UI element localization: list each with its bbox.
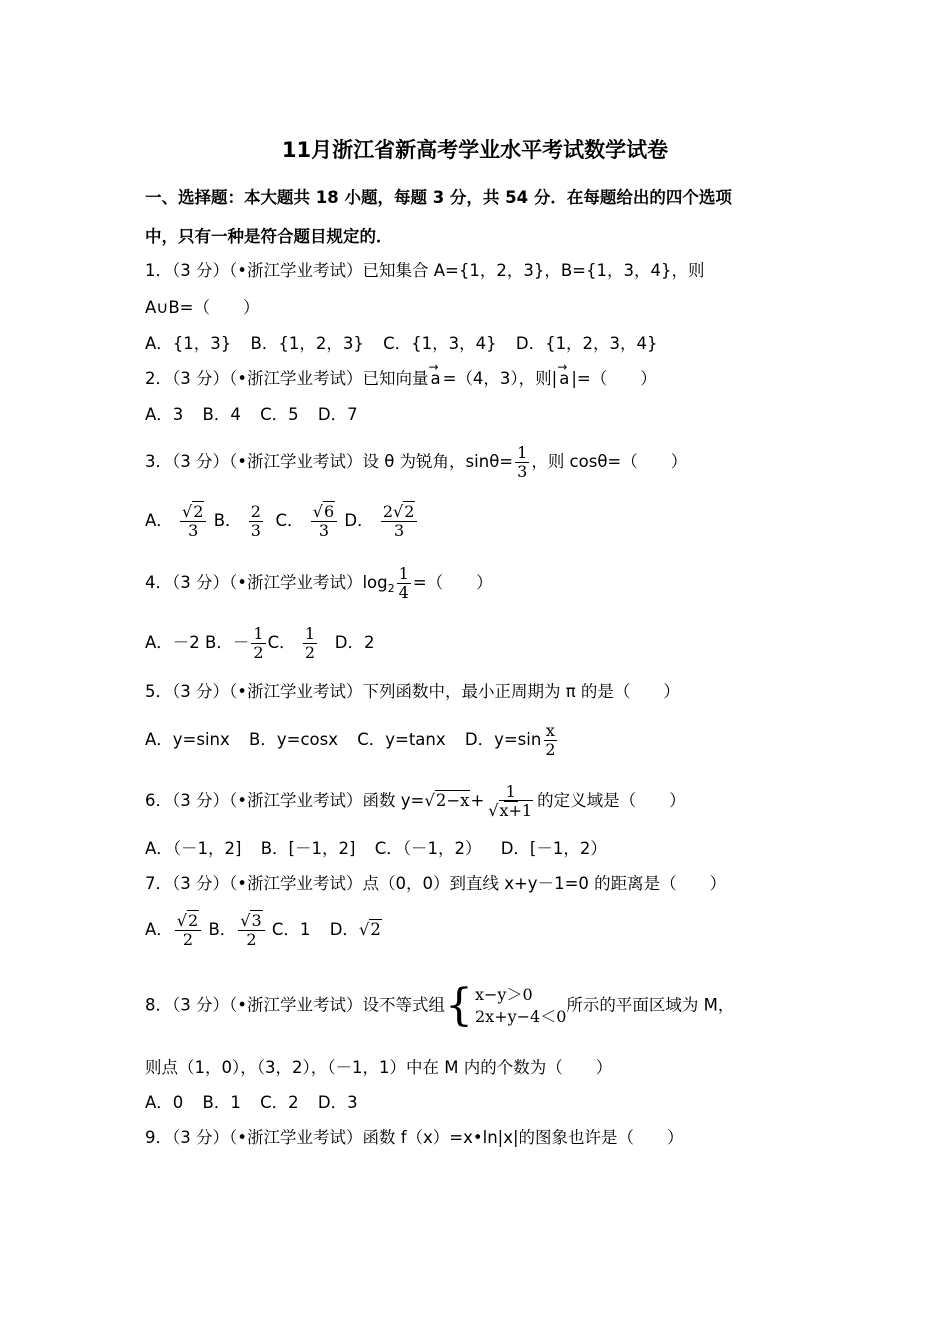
q3-frac-den: 3 bbox=[517, 462, 528, 481]
q7-a-radicand: 2 bbox=[188, 911, 199, 930]
q4-options bbox=[145, 625, 374, 662]
q3-option-c-label: C． bbox=[275, 511, 304, 530]
q4-option-c-frac bbox=[303, 625, 317, 662]
q5-d-den: 2 bbox=[545, 740, 556, 759]
q3-d-radicand: 2 bbox=[404, 502, 415, 521]
q4-log-base: 2 bbox=[387, 582, 395, 595]
q8-inequality-system bbox=[444, 980, 567, 1031]
q4-frac-den: 4 bbox=[398, 583, 409, 602]
q6-radicand-2: x+1 bbox=[499, 801, 533, 820]
q2-vector-a: → a bbox=[428, 367, 442, 391]
page-title: 11月浙江省新高考学业水平考试数学试卷 bbox=[281, 138, 669, 162]
q3-c-den: 3 bbox=[318, 521, 330, 540]
q6-frac-num: 1 bbox=[505, 782, 516, 801]
q7-option-d-label: D． bbox=[329, 920, 359, 939]
q6-option-b: B．[－1，2] bbox=[260, 839, 356, 858]
q8-option-a: A．0 bbox=[145, 1093, 184, 1112]
q1-option-a: A．{1，3} bbox=[145, 334, 232, 353]
q6-stem-pre: 6．（3 分）（•浙江学业考试）函数 y= bbox=[145, 791, 425, 810]
q3-option-d-label: D． bbox=[344, 511, 374, 530]
q4-option-c-label: C． bbox=[267, 633, 296, 652]
q7-option-b-label: B． bbox=[208, 920, 237, 939]
q7-d-radicand: 2 bbox=[370, 920, 381, 939]
q3-b-num: 2 bbox=[250, 502, 261, 521]
q1-option-d: D．{1，2，3，4} bbox=[515, 334, 658, 353]
q4-option-d: D．2 bbox=[334, 633, 375, 652]
q2-stem-pre: 2．（3 分）（•浙江学业考试）已知向量 bbox=[145, 369, 429, 388]
q1-option-c: C．{1，3，4} bbox=[383, 334, 497, 353]
q1-stem-line2: A∪B=（ ） bbox=[145, 298, 260, 317]
q1-stem-line1: 1．（3 分）（•浙江学业考试）已知集合 A={1，2，3}，B={1，3，4}，则 bbox=[145, 261, 705, 280]
q5-option-b: B．y=cosx bbox=[249, 730, 338, 749]
q3-option-d-frac: $\frac{2√2}{3}$ bbox=[381, 503, 418, 540]
q6-options bbox=[145, 837, 621, 861]
section-heading-line1: 一、选择题：本大题共 18 小题，每题 3 分，共 54 分．在每题给出的四个选项 bbox=[145, 188, 732, 207]
q3-a-den: 3 bbox=[188, 521, 199, 540]
q3-option-c-frac: $\frac{√6}{3}$ bbox=[311, 503, 337, 540]
q5-option-c: C．y=tanx bbox=[357, 730, 446, 749]
q7-option-b-frac: $\frac{√3}{2}$ bbox=[238, 912, 264, 949]
q3-option-b-label: B． bbox=[213, 511, 242, 530]
q4-stem bbox=[145, 565, 493, 602]
q7-option-a-label: A． bbox=[145, 920, 173, 939]
q3-option-b-frac bbox=[249, 503, 263, 540]
q4-c-num: 1 bbox=[304, 624, 316, 643]
q4-fraction bbox=[397, 565, 411, 602]
q6-stem-post: 的定义域是（ ） bbox=[537, 791, 686, 810]
q4-b-num: 1 bbox=[253, 624, 264, 643]
q3-stem-pre: 3．（3 分）（•浙江学业考试）设 θ 为锐角，sinθ= bbox=[145, 452, 514, 471]
q4-stem-post: =（ ） bbox=[412, 573, 493, 592]
q7-a-den: 2 bbox=[182, 930, 194, 949]
q3-fraction bbox=[515, 444, 529, 481]
q3-b-den: 3 bbox=[250, 521, 261, 540]
q4-option-b-frac bbox=[251, 625, 265, 662]
q2-stem bbox=[145, 367, 657, 391]
q7-option-d-sqrt: √2 bbox=[358, 920, 381, 939]
q6-radicand-1: 2−x bbox=[435, 791, 470, 810]
q6-option-d: D．[－1，2） bbox=[500, 839, 607, 858]
q3-c-radicand: 6 bbox=[323, 502, 335, 521]
q8-inequality-2: 2x+y−4＜0 bbox=[474, 1007, 567, 1026]
q8-stem-pre: 8．（3 分）（•浙江学业考试）设不等式组 bbox=[145, 995, 445, 1015]
q4-frac-num: 1 bbox=[398, 564, 409, 583]
q8-left-brace: { bbox=[444, 980, 473, 1031]
q6-plus: + bbox=[470, 791, 485, 810]
q3-d-coef: 2 bbox=[382, 502, 394, 521]
q7-b-radicand: 3 bbox=[251, 911, 262, 930]
q6-option-a: A．（－1，2] bbox=[145, 839, 242, 858]
q4-c-den: 2 bbox=[304, 643, 316, 662]
q7-stem: 7．（3 分）（•浙江学业考试）点（0，0）到直线 x+y－1=0 的距离是（ ） bbox=[145, 874, 727, 893]
q3-stem bbox=[145, 444, 687, 481]
q8-option-c: C．2 bbox=[260, 1093, 299, 1112]
q4-option-a: A．－2 bbox=[145, 633, 200, 652]
q3-option-a-frac: $\frac{√2}{3}$ bbox=[180, 503, 206, 540]
q2-stem-mid: =（4，3），则| bbox=[442, 369, 558, 388]
q2-stem-post: |=（ ） bbox=[571, 369, 657, 388]
q5-option-d-pre: D．y=sin bbox=[464, 730, 542, 749]
q3-frac-num: 1 bbox=[517, 443, 528, 462]
q5-stem: 5．（3 分）（•浙江学业考试）下列函数中，最小正周期为 π 的是（ ） bbox=[145, 682, 680, 701]
q7-b-den: 2 bbox=[246, 930, 257, 949]
q7-option-a-frac: $\frac{√2}{2}$ bbox=[175, 912, 201, 949]
q4-b-den: 2 bbox=[253, 643, 264, 662]
q6-option-c: C．（－1，2） bbox=[374, 839, 482, 858]
q2-option-a: A．3 bbox=[145, 405, 184, 424]
q7-options bbox=[145, 912, 382, 949]
q8-stem-post: 所示的平面区域为 M， bbox=[566, 995, 735, 1015]
q2-option-d: D．7 bbox=[317, 405, 358, 424]
q4-stem-pre: 4．（3 分）（•浙江学业考试）log bbox=[145, 573, 388, 592]
q6-stem bbox=[145, 783, 686, 820]
q4-option-b-label: B．－ bbox=[205, 633, 250, 652]
q3-option-a-label: A． bbox=[145, 511, 173, 530]
q1-options bbox=[145, 332, 672, 356]
q2-options bbox=[145, 403, 372, 427]
q3-d-den: 3 bbox=[394, 521, 405, 540]
q9-stem: 9．（3 分）（•浙江学业考试）函数 f（x）=x•ln|x|的图象也许是（ ） bbox=[145, 1128, 684, 1147]
q6-fraction: $\frac{1}{√x+1}$ bbox=[488, 782, 533, 820]
q8-options bbox=[145, 1091, 372, 1115]
q1-option-b: B．{1，2，3} bbox=[250, 334, 364, 353]
q2-option-b: B．4 bbox=[202, 405, 241, 424]
q6-sqrt-1: √2−x bbox=[424, 791, 470, 810]
q3-a-radicand: 2 bbox=[193, 502, 204, 521]
q5-option-a: A．y=sinx bbox=[145, 730, 230, 749]
section-heading-line2: 中，只有一种是符合题目规定的． bbox=[145, 227, 393, 246]
q5-options bbox=[145, 722, 560, 759]
q8-inequality-1: x−y＞0 bbox=[474, 985, 533, 1004]
q2-option-c: C．5 bbox=[260, 405, 299, 424]
q8-option-b: B．1 bbox=[202, 1093, 241, 1112]
q7-option-c: C．1 bbox=[271, 920, 311, 939]
q8-option-d: D．3 bbox=[317, 1093, 358, 1112]
q3-options bbox=[145, 503, 419, 540]
q5-option-d-frac bbox=[543, 722, 557, 759]
q8-stem-line2: 则点（1，0），（3，2），（－1，1）中在 M 内的个数为（ ） bbox=[145, 1058, 613, 1077]
q2-vector-a-abs: → a bbox=[557, 367, 571, 391]
q8-stem-line1 bbox=[145, 980, 735, 1031]
q3-stem-post: ，则 cosθ=（ ） bbox=[531, 452, 688, 471]
q5-d-num: x bbox=[545, 721, 555, 740]
